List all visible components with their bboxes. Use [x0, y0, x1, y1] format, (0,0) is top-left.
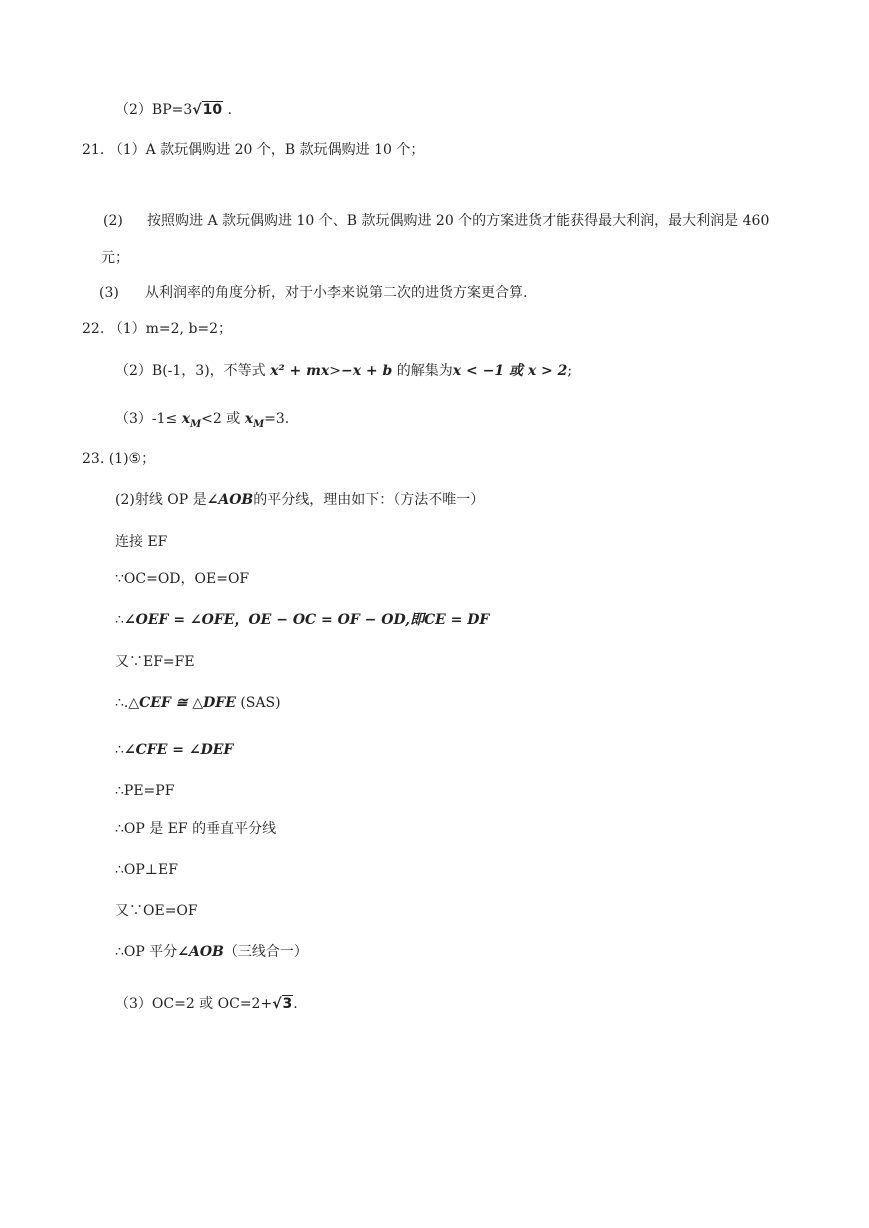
q22-part2-ineq: x² + mx [270, 363, 330, 379]
q21-part1 [82, 140, 424, 160]
q22-part2-b: 的解集为 [392, 363, 453, 379]
q21-part2-line2: 元； [101, 250, 129, 266]
q23-step11 [115, 942, 308, 962]
q21-part2-label: (2) [103, 213, 123, 229]
q23-part1 [82, 449, 155, 469]
q23-step4: 又∵EF=FE [115, 654, 195, 670]
q23-part3-radicand: 3 [282, 996, 293, 1012]
q23-part2-b: 的平分线，理由如下：（方法不唯一） [253, 492, 485, 508]
q23-part2 [115, 490, 484, 510]
q23-step5-a: ∴. [115, 695, 129, 711]
q22-part2-a: （2）B(-1，3)，不等式 [115, 363, 271, 379]
q21-part3-text: 从利润率的角度分析，对于小李来说第二次的进货方案更合算. [145, 285, 528, 301]
q23-step3-math: ∠OEF = ∠OFE，OE − OC = OF − OD,即CE = DF [123, 612, 490, 628]
q20-radicand: 10 [202, 102, 223, 118]
q23-step5 [115, 693, 281, 713]
q22-part3-a: （3）-1≤ [115, 411, 182, 427]
q23-step8: ∴OP 是 EF 的垂直平分线 [115, 821, 277, 837]
q22-part3-xm1: x [181, 411, 191, 427]
q22-part3-b: <2 或 [201, 411, 245, 427]
q22-part3-sub1: M [190, 418, 202, 430]
q23-step1: 连接 EF [115, 534, 168, 550]
q23-part3-a: （3）OC=2 或 OC=2+ [115, 996, 273, 1012]
q22-part2-sol: x < −1 或 x > 2 [452, 363, 568, 379]
q23-part2-angle: ∠AOB [206, 492, 254, 508]
q23-step6-math: ∠CFE = ∠DEF [123, 742, 234, 758]
q22-part3-c: =3. [264, 411, 290, 427]
q23-part1-text: (1)⑤； [108, 451, 156, 467]
q21-part2-line1: 按照购进 A 款玩偶购进 10 个、B 款玩偶购进 20 个的方案进货才能获得最大利润，最大利润是 460 [147, 213, 770, 229]
q23-step5-b: (SAS) [235, 695, 281, 711]
q23-step2: ∵OC=OD，OE=OF [115, 571, 250, 587]
q22-part3 [115, 409, 289, 435]
sqrt-icon: √ [272, 996, 282, 1012]
q23-step6 [115, 740, 233, 760]
q22-part2-gt: > [329, 363, 341, 379]
q23-step3-a: ∴ [115, 612, 124, 628]
q23-step9: ∴OP⊥EF [115, 862, 178, 878]
q21-part3-label: (3) [99, 285, 119, 301]
q22-part1 [82, 319, 232, 339]
q22-part2-end: ; [567, 363, 573, 379]
q23-number: 23. [82, 451, 105, 467]
q22-part3-sub2: M [253, 418, 265, 430]
q23-step11-a: ∴OP 平分 [115, 944, 178, 960]
q23-step6-a: ∴ [115, 742, 124, 758]
q23-step10: 又∵OE=OF [115, 903, 198, 919]
q22-number: 22. [82, 321, 105, 337]
q23-part3 [115, 994, 298, 1014]
q22-part3-xm2: x [244, 411, 254, 427]
q20-part2-suffix: . [223, 102, 232, 118]
q23-part3-end: . [293, 996, 298, 1012]
q23-step7: ∴PE=PF [115, 783, 175, 799]
q23-part2-a: (2)射线 OP 是 [115, 492, 207, 508]
q21-part1-text: （1）A 款玩偶购进 20 个，B 款玩偶购进 10 个； [108, 142, 425, 158]
q20-part2-prefix: （2）BP=3 [115, 102, 193, 118]
q22-part2 [115, 361, 572, 381]
q23-step3 [115, 610, 489, 630]
q22-part2-rhs: −x + b [340, 363, 393, 379]
sqrt-icon: √ [192, 102, 202, 118]
q20-part2 [115, 100, 232, 120]
q23-step11-b: （三线合一） [223, 944, 308, 960]
q21-number: 21. [82, 142, 105, 158]
q23-step11-math: ∠AOB [177, 944, 224, 960]
q22-part1-text: （1）m=2, b=2； [108, 321, 233, 337]
q23-step5-math: △CEF ≅ △DFE [128, 695, 236, 711]
